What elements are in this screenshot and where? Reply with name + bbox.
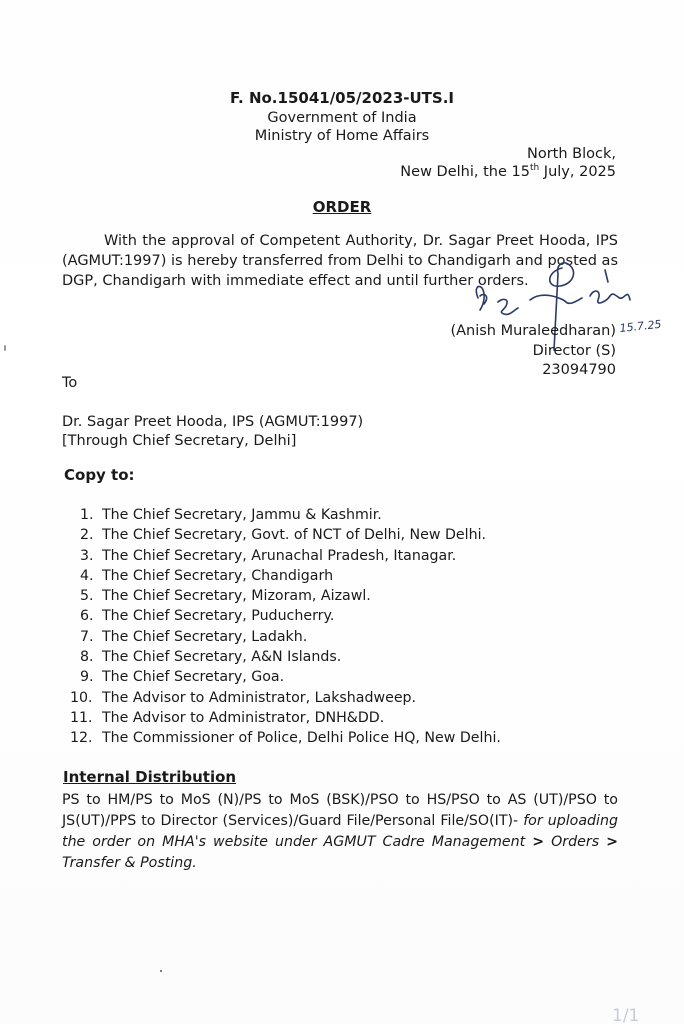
to-label: To (62, 375, 78, 391)
page-indicator: 1/1 (612, 1006, 640, 1026)
list-item: 8. The Chief Secretary, A&N Islands. (80, 649, 342, 666)
addressee-line2: [Through Chief Secretary, Delhi] (62, 433, 297, 449)
ministry-line: Ministry of Home Affairs (254, 128, 430, 144)
list-item: 7. The Chief Secretary, Ladakh. (80, 628, 308, 645)
list-item: 9. The Chief Secretary, Goa. (80, 669, 285, 686)
scan-speck (4, 345, 6, 351)
signatory-designation: Director (S) (532, 342, 616, 359)
place-line: North Block, (527, 146, 616, 162)
addressee-block (62, 413, 363, 451)
addressee-line1: Dr. Sagar Preet Hooda, IPS (AGMUT:1997) (62, 414, 364, 430)
list-item: 5. The Chief Secretary, Mizoram, Aizawl. (80, 588, 371, 605)
internal-distribution-text: PS to HM/PS to MoS (N)/PS to MoS (BSK)/PSO to HS/PSO to AS (UT)/PSO to JS(UT)/PPS to Director (Services)/Guard File/Personal File/SO(IT)- for uploading the order on MHA's website under AGMUT Cadre Management > Orders > Transfer & Posting. (62, 792, 618, 871)
list-item: 6. The Chief Secretary, Puducherry. (80, 608, 335, 625)
signatory-name: (Anish Muraleedharan) (450, 323, 616, 339)
list-item: 2. The Chief Secretary, Govt. of NCT of Delhi, New Delhi. (80, 527, 487, 544)
scan-speck (160, 970, 162, 972)
copy-to-heading: Copy to: (64, 466, 135, 484)
list-item: 3. The Chief Secretary, Arunachal Pradesh, Itanagar. (80, 547, 457, 564)
list-item: 12. The Commissioner of Police, Delhi Police HQ, New Delhi. (70, 730, 501, 747)
list-item: 11. The Advisor to Administrator, DNH&DD. (70, 709, 385, 726)
government-line: Government of India (267, 110, 417, 126)
signature-date: 15.7.25 (618, 317, 663, 335)
signatory-phone: 23094790 (542, 362, 616, 378)
order-body: With the approval of Competent Authority, Dr. Sagar Preet Hooda, IPS (AGMUT:1997) is hereby transferred from Delhi to Chandigarh and posted as DGP, Chandigarh with immediate effect and until further orders. (62, 233, 618, 289)
copy-to-list (70, 505, 501, 749)
list-item: 1. The Chief Secretary, Jammu & Kashmir. (80, 507, 382, 523)
list-item: 10. The Advisor to Administrator, Lakshadweep. (70, 689, 417, 706)
file-number: F. No.15041/05/2023-UTS.I (229, 89, 454, 107)
internal-distribution-heading: Internal Distribution (63, 768, 237, 786)
order-heading: ORDER (312, 198, 372, 216)
list-item: 4. The Chief Secretary, Chandigarh (80, 567, 334, 584)
signatory-block (450, 322, 616, 381)
date-line: New Delhi, the 15th July, 2025 (400, 163, 616, 180)
